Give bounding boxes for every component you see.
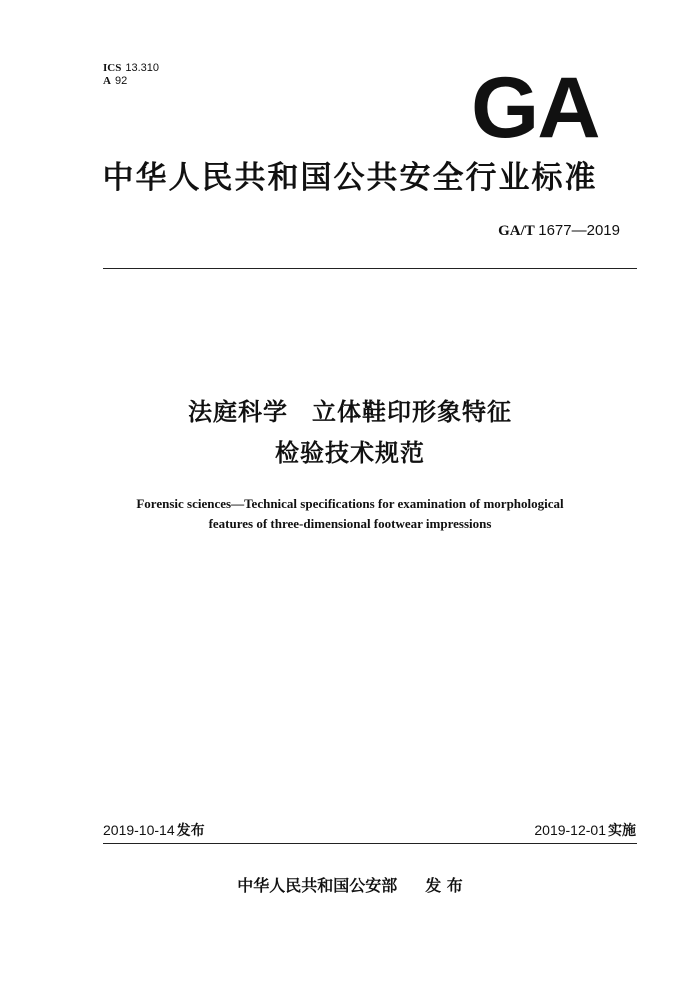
title-cn-part1: 法庭科学 bbox=[188, 398, 288, 426]
bottom-divider bbox=[103, 843, 637, 844]
issue-date-line bbox=[103, 821, 205, 840]
standard-prefix: GA/T bbox=[498, 223, 535, 239]
implementation-date-line bbox=[534, 821, 636, 840]
title-cn-part2: 立体鞋印形象特征 bbox=[312, 398, 512, 426]
ics-code: 13.310 bbox=[125, 62, 159, 74]
top-divider bbox=[103, 268, 637, 269]
header-title: 中华人民共和国公共安全行业标准 bbox=[102, 160, 598, 196]
standard-code: 1677—2019 bbox=[538, 222, 620, 239]
issue-suffix: 发布 bbox=[176, 823, 205, 839]
issue-date: 2019-10-14 bbox=[103, 822, 175, 838]
ccs-label: A bbox=[103, 75, 111, 87]
ga-logo: GA bbox=[471, 60, 599, 156]
title-en-line1: Forensic sciences—Technical specifications for examination of morphological bbox=[136, 496, 564, 511]
ics-line bbox=[103, 62, 159, 75]
issuer-line bbox=[0, 875, 700, 897]
ccs-line bbox=[103, 75, 159, 88]
issuer-name: 中华人民共和国公安部 bbox=[237, 876, 398, 895]
implementation-suffix: 实施 bbox=[608, 823, 636, 839]
ccs-code: 92 bbox=[114, 75, 128, 87]
ics-label: ICS bbox=[103, 62, 122, 74]
title-cn-line1 bbox=[0, 396, 700, 428]
title-cn-line2: 检验技术规范 bbox=[275, 439, 425, 467]
classification-block bbox=[103, 62, 159, 88]
title-en-line2: features of three-dimensional footwear impressions bbox=[208, 516, 492, 531]
standard-number bbox=[0, 222, 620, 240]
implementation-date: 2019-12-01 bbox=[534, 822, 606, 838]
issuer-action: 发 布 bbox=[425, 876, 463, 895]
